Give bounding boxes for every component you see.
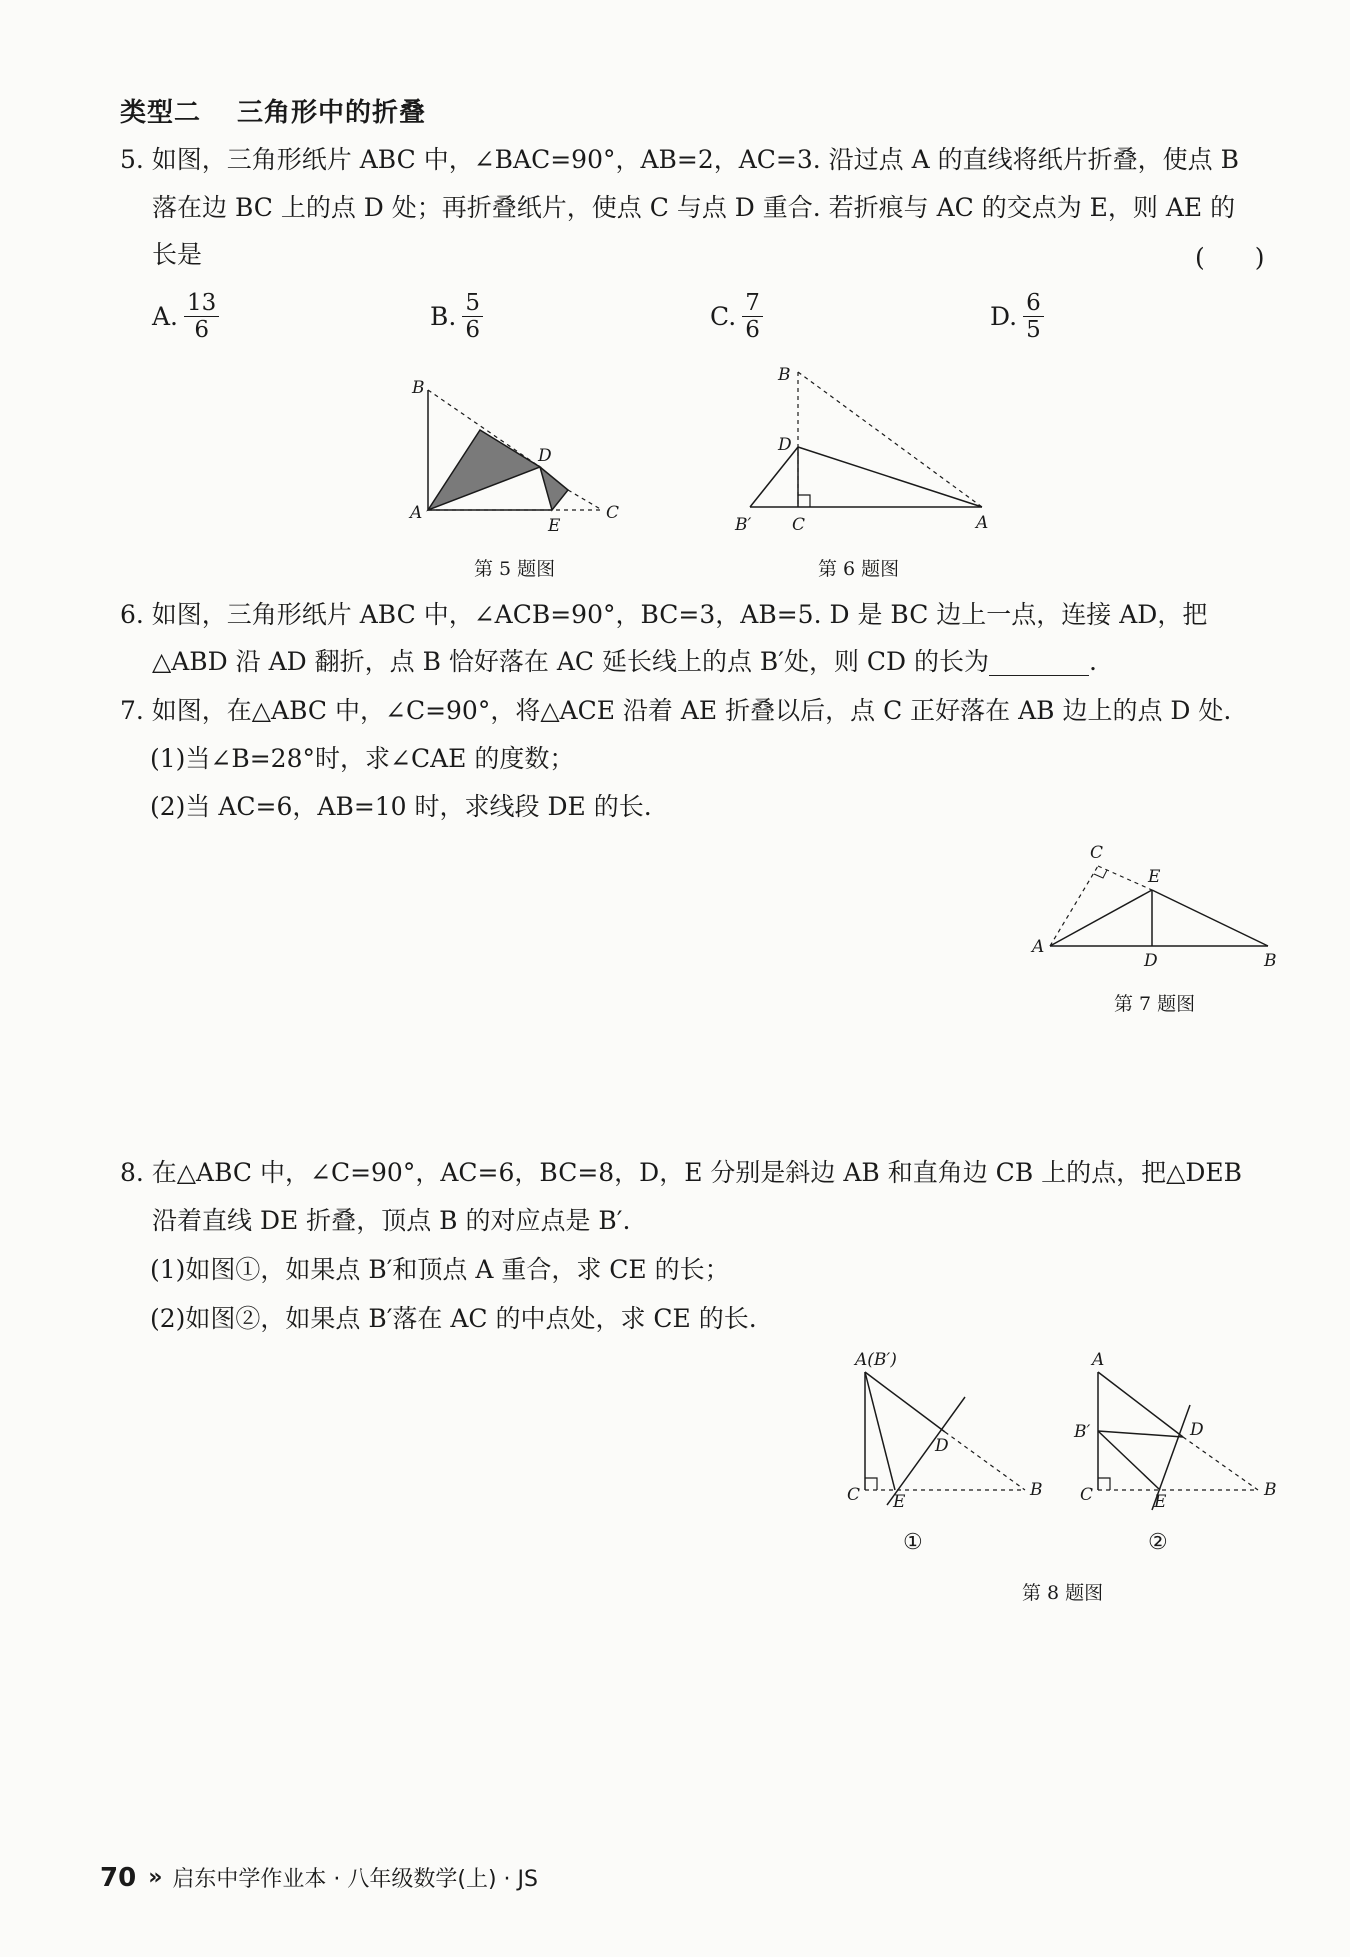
right-angle-mark [798, 495, 810, 507]
shaded-triangle-ade [428, 430, 540, 510]
segment-da [798, 447, 982, 507]
segment-ad [865, 1372, 945, 1432]
figure-8-1 [840, 1345, 1050, 1515]
dashed-db [945, 1432, 1025, 1490]
double-chevron-icon: » [148, 1865, 163, 1890]
book-title: 启东中学作业本 · 八年级数学(上) · JS [172, 1867, 538, 1892]
caption-fig-6: 第 6 题图 [818, 558, 900, 580]
option-fraction: $\frac{5}{6}$ [462, 290, 483, 343]
label-e: E [1148, 867, 1161, 887]
segment-ad [1098, 1372, 1183, 1437]
option-fraction: $\frac{13}{6}$ [184, 290, 219, 343]
option-letter: A. [152, 302, 179, 331]
label-a: A [976, 513, 989, 533]
shaded-triangle-dec [540, 467, 568, 510]
q5-line-1: 5. 如图，三角形纸片 ABC 中，∠BAC=90°，AB=2，AC=3. 沿过点 A 的直线将纸片折叠，使点 B [120, 145, 1239, 174]
segment-ae [1050, 890, 1152, 946]
label-c: C [792, 515, 806, 535]
option-fraction: $\frac{7}{6}$ [742, 290, 763, 343]
q5-option-b[interactable] [430, 290, 483, 343]
label-e: E [893, 1492, 906, 1512]
label-c: C [1090, 843, 1104, 863]
dashed-ac [1050, 866, 1098, 946]
q8-line-1: 8. 在△ABC 中，∠C=90°，AC=6，BC=8，D，E 分别是斜边 AB 和直角边 CB 上的点，把△DEB [120, 1158, 1243, 1187]
label-c: C [1080, 1485, 1094, 1505]
figure-8-1-label: ① [903, 1530, 923, 1555]
label-a: A [410, 503, 423, 523]
page-footer [100, 1862, 538, 1893]
label-d: D [1190, 1420, 1204, 1440]
label-a: A [1032, 937, 1045, 957]
label-a: A [1092, 1350, 1105, 1370]
label-b-prime: B′ [735, 515, 752, 535]
label-a-b-prime: A(B′) [855, 1350, 897, 1370]
q8-sub-1: (1)如图①，如果点 B′和顶点 A 重合，求 CE 的长； [150, 1255, 730, 1284]
figure-8-2 [1068, 1345, 1288, 1515]
q7-sub-2: (2)当 AC=6，AB=10 时，求线段 DE 的长. [150, 792, 652, 821]
option-letter: D. [990, 302, 1018, 331]
section-title-text: 三角形中的折叠 [237, 98, 427, 128]
dashed-ab [798, 372, 982, 507]
label-c: C [847, 1485, 861, 1505]
q6-line-1: 6. 如图，三角形纸片 ABC 中，∠ACB=90°，BC=3，AB=5. D 是 BC 边上一点，连接 AD，把 [120, 600, 1208, 629]
dashed-ce [1098, 866, 1152, 890]
right-angle-mark [1098, 1478, 1110, 1490]
label-b-prime: B′ [1074, 1422, 1091, 1442]
segment-b1d [1098, 1431, 1183, 1437]
q5-option-c[interactable] [710, 290, 763, 343]
label-b: B [1030, 1480, 1043, 1500]
option-fraction: $\frac{6}{5}$ [1023, 290, 1044, 343]
q5-line-2: 落在边 BC 上的点 D 处；再折叠纸片，使点 C 与点 D 重合. 若折痕与 AC 的交点为 E，则 AE 的 [152, 193, 1236, 222]
page-number: 70 [100, 1862, 137, 1893]
q8-sub-2: (2)如图②，如果点 B′落在 AC 的中点处，求 CE 的长. [150, 1304, 757, 1333]
option-letter: C. [710, 302, 737, 331]
segment-b1e [1098, 1431, 1160, 1490]
caption-fig-8: 第 8 题图 [1022, 1582, 1104, 1604]
q6-line-2: △ABD 沿 AD 翻折，点 B 恰好落在 AC 延长线上的点 B′处，则 CD 的长为________. [152, 647, 1097, 676]
option-letter: B. [430, 302, 457, 331]
q5-option-a[interactable] [152, 290, 219, 343]
caption-fig-7: 第 7 题图 [1114, 993, 1196, 1015]
figure-7 [1028, 836, 1288, 976]
figure-5 [400, 375, 630, 535]
figure-6 [730, 362, 1010, 537]
q5-option-d[interactable] [990, 290, 1044, 343]
label-d: D [538, 446, 552, 466]
fold-line-de [887, 1397, 965, 1505]
label-d: D [1144, 951, 1158, 971]
caption-fig-5: 第 5 题图 [474, 558, 556, 580]
section-heading [120, 92, 426, 129]
label-e: E [548, 516, 561, 535]
label-b: B [412, 378, 425, 398]
label-b: B [1264, 1480, 1277, 1500]
label-d: D [935, 1436, 949, 1456]
q7-line-1: 7. 如图，在△ABC 中，∠C=90°，将△ACE 沿着 AE 折叠以后，点 C 正好落在 AB 边上的点 D 处. [120, 696, 1232, 725]
label-b: B [778, 365, 791, 385]
dashed-db [1183, 1437, 1258, 1490]
q7-sub-1: (1)当∠B=28°时，求∠CAE 的度数； [150, 744, 575, 773]
dashed-dc [568, 490, 602, 510]
label-e: E [1154, 1492, 1167, 1512]
label-b: B [1264, 951, 1277, 971]
q8-line-2: 沿着直线 DE 折叠，顶点 B 的对应点是 B′. [152, 1206, 631, 1235]
segment-eb [1152, 890, 1268, 946]
section-label: 类型二 [120, 98, 202, 128]
label-c: C [606, 503, 620, 523]
segment-ae [865, 1372, 895, 1490]
q5-answer-bracket: ( ) [1195, 243, 1265, 272]
segment-b1d [750, 447, 798, 507]
figure-8-2-label: ② [1148, 1530, 1168, 1555]
right-angle-mark-c [1094, 870, 1107, 878]
right-angle-mark [865, 1478, 877, 1490]
label-d: D [778, 435, 792, 455]
q5-line-3: 长是 [152, 240, 203, 269]
